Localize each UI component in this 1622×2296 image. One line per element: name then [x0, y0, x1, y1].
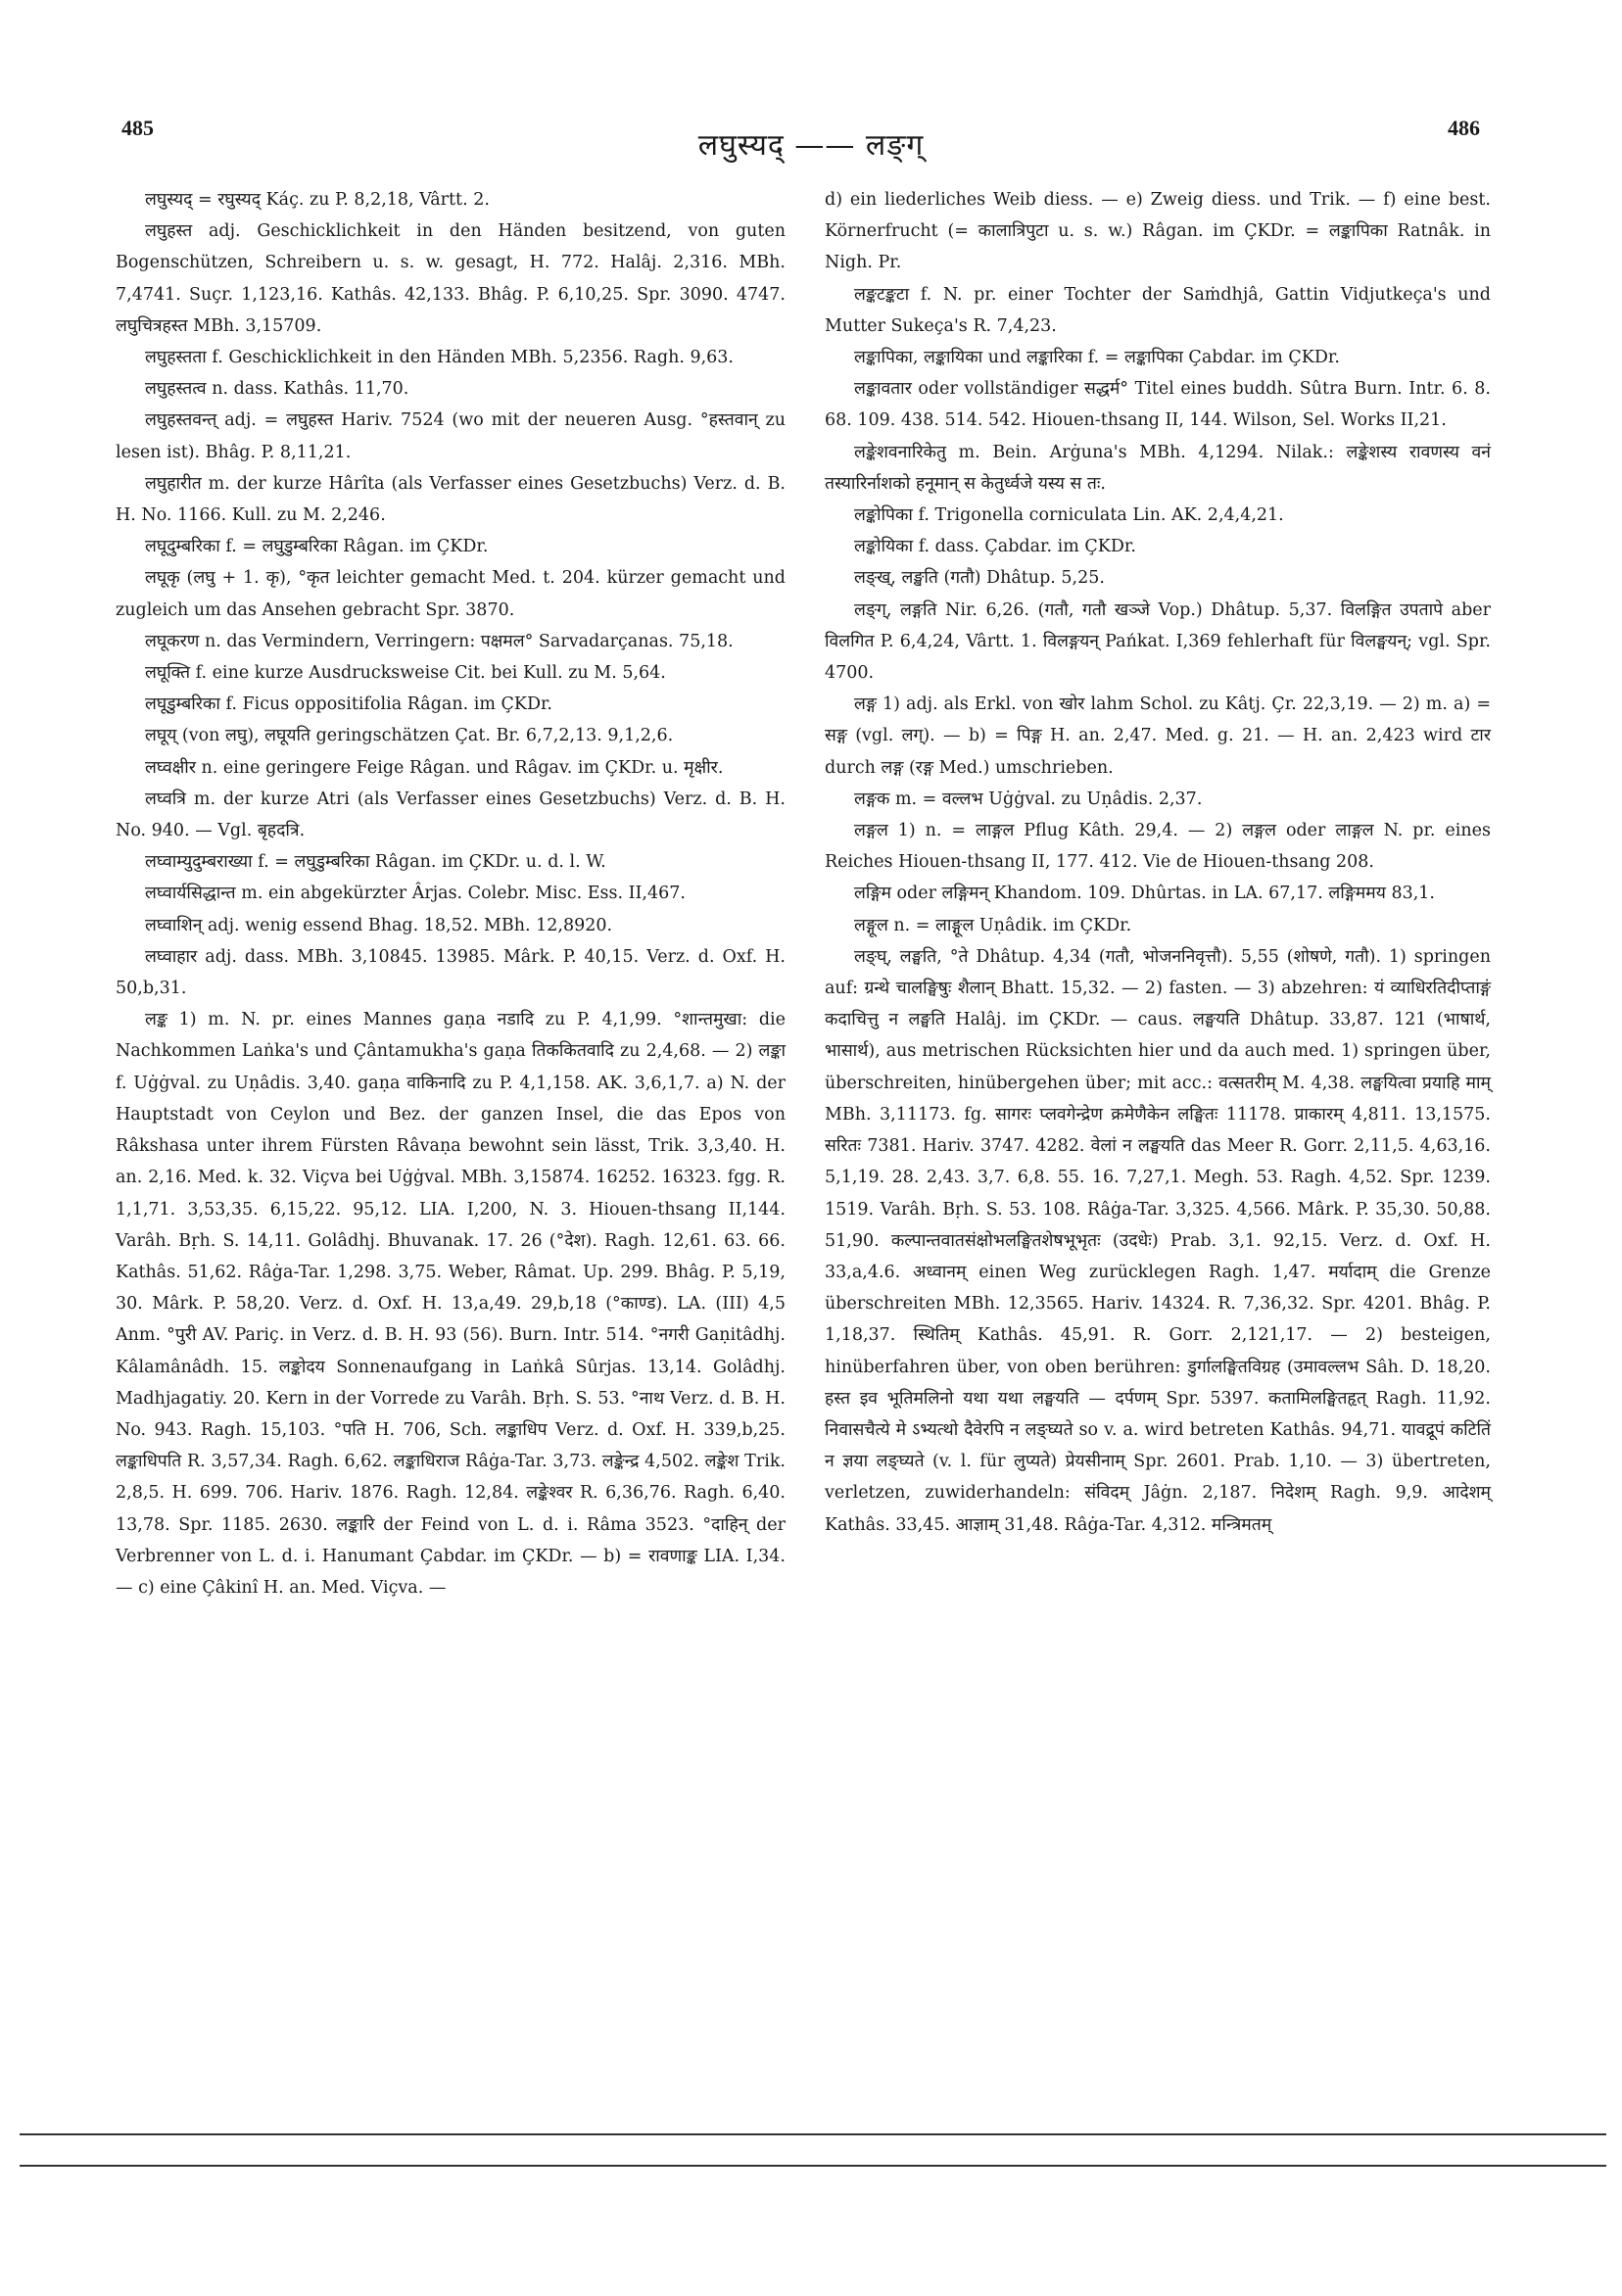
- entry: लघूकरण n. das Vermindern, Verringern: पक्षमल° Sarvadarçanas. 75,18.: [145, 631, 734, 651]
- entry: लघ्वाहार adj. dass. MBh. 3,10845. 13985. Mârk. P. 40,15. Verz. d. Oxf. H. 50,b,31.: [116, 946, 786, 999]
- bottom-rule: [20, 2165, 1606, 2167]
- entry: लघ्वाशिन् adj. wenig essend Bhag. 18,52. MBh. 12,8920.: [145, 915, 613, 935]
- bottom-rule: [20, 2133, 1606, 2135]
- left-column: [116, 184, 786, 1603]
- page-number-right: 486: [1448, 116, 1480, 140]
- entry: लघूय् (von लघु), लघूयति geringschätzen Çat. Br. 6,7,2,13. 9,1,2,6.: [145, 726, 674, 746]
- entry: लघूक्ति f. eine kurze Ausdrucksweise Cit. bei Kull. zu M. 5,64.: [145, 663, 666, 684]
- entry: लघूदुम्बरिका f. = लघुडुम्बरिका Râgan. im ÇKDr.: [145, 537, 489, 557]
- entry: लङ्केशवनारिकेतु m. Bein. Arġuna's MBh. 4,1294. Nilak.: लङ्केशस्य रावणस्य वनं तस्यारिर्नाशको हनूमान् स केतुर्ध्वजे यस्य स तः.: [825, 442, 1491, 494]
- entry: लघ्वत्रि m. der kurze Atri (als Verfasser eines Gesetzbuchs) Verz. d. B. H. No. 940. — Vgl. बृहदत्रि.: [116, 789, 786, 841]
- entry: लघ्वाम्युदुम्बराख्या f. = लघुडुम्बरिका Râgan. im ÇKDr. u. d. l. W.: [145, 852, 606, 873]
- entry: लङ्कोपिका f. Trigonella corniculata Lin. AK. 2,4,4,21.: [854, 505, 1284, 526]
- entry: लङ्घ्, लङ्घति, °ते Dhâtup. 4,34 (गतौ, भोजननिवृत्तौ). 5,55 (शोषणे, गतौ). 1) springen auf: ग्रन्थे चालङ्घिषुः शैलान् Bhatt. 15,32. — 2) fasten. — 3) abzehren: यं व्याधिरतिदीप्ताङ्गं कदाचित्तु न लङ्घति Halâj. im ÇKDr. — caus. लङ्घयति Dhâtup. 33,87. 121 (भाषार्थ, भासार्थ), aus metrischen Rücksichten hier und da auch med. 1) springen über, überschreiten, hinübergehen über; mit acc.: वत्सतरीम् M. 4,38. लङ्घयित्वा प्रयाहि माम् MBh. 3,11173. fg. सागरः प्लवगेन्द्रेण क्रमेणैकेन लङ्घितः 11178. प्राकारम् 4,811. 13,1575. सरितः 7381. Hariv. 3747. 4282. वेलां न लङ्घयति das Meer R. Gorr. 2,11,5. 4,63,16. 5,1,19. 28. 2,43. 3,7. 6,8. 55. 16. 7,27,1. Megh. 53. Ragh. 4,52. Spr. 1239. 1519. Varâh. Bṛh. S. 53. 108. Râġa-Tar. 3,325. 4,566. Mârk. P. 35,30. 50,88. 51,90. कल्पान्तवातसंक्षोभलङ्घितशेषभूभृतः (उदधेः) Prab. 3,1. 92,15. Verz. d. Oxf. H. 33,a,4.6. अध्वानम् einen Weg zurücklegen Ragh. 1,47. मर्यादाम् die Grenze überschreiten MBh. 12,3565. Hariv. 14324. R. 7,36,32. Spr. 4201. Bhâg. P. 1,18,37. स्थितिम् Kathâs. 45,91. R. Gorr. 2,121,17. — 2) besteigen, hinüberfahren über, von oben berühren: डुर्गालङ्घितविग्रह (उमावल्लभ Sâh. D. 18,20. हस्त इव भूतिमलिनो यथा यथा लङ्घयति — दर्पणम् Spr. 5397. कतामिलङ्घितहृत् Ragh. 11,92. निवासचैत्ये मे ऽभ्यत्थो दैवेरपि न लङ्घ्यते so v. a. wird betreten Kathâs. 94,71. यावद्रूपं कटितिं न ज्ञया लङ्घ्यते (v. l. für लुप्यते) प्रेयसीनाम् Spr. 2601. Prab. 1,10. — 3) übertreten, verletzen, zuwiderhandeln: संविदम् Jâġn. 2,187. निदेशम् Ragh. 9,9. आदेशम् Kathâs. 33,45. आज्ञाम् 31,48. Râġa-Tar. 4,312. मन्त्रिमतम्: [825, 946, 1491, 1535]
- entry: लघ्वक्षीर n. eine geringere Feige Râgan. und Râgav. im ÇKDr. u. मृक्षीर.: [145, 757, 724, 778]
- entry: लघुहस्तत्व n. dass. Kathâs. 11,70.: [145, 379, 409, 400]
- page-number-left: 485: [121, 116, 154, 140]
- entry: लघुहस्तता f. Geschicklichkeit in den Händen MBh. 5,2356. Ragh. 9,63.: [145, 348, 734, 368]
- entry: लघूडुम्बरिका f. Ficus oppositifolia Râgan. im ÇKDr.: [145, 694, 552, 715]
- entry: लङ्कापिका, लङ्कायिका und लङ्कारिका f. = लङ्कापिका Çabdar. im ÇKDr.: [854, 348, 1340, 368]
- entry: लघुस्यद् = रघुस्यद् Káç. zu P. 8,2,18, Vârtt. 2.: [145, 190, 490, 210]
- entry: लघ्वार्यसिद्धान्त m. ein abgekürzter Ârjas. Colebr. Misc. Ess. II,467.: [145, 884, 686, 904]
- entry: लघुहस्त adj. Geschicklichkeit in den Händen besitzend, von guten Bogenschützen, Schreibern u. s. w. gesagt, H. 772. Halâj. 2,316. MBh. 7,4741. Suçr. 1,123,16. Kathâs. 42,133. Bhâg. P. 6,10,25. Spr. 3090. 4747. लघुचित्रहस्त MBh. 3,15709.: [116, 221, 786, 336]
- entry: लङ्कावतार oder vollständiger सद्धर्म° Titel eines buddh. Sûtra Burn. Intr. 6. 8. 68. 109. 438. 514. 542. Hiouen-thsang II, 144. Wilson, Sel. Works II,21.: [825, 379, 1491, 431]
- entry: लङ्गिम oder लङ्गिमन् Khandom. 109. Dhûrtas. in LA. 67,17. लङ्गिममय 83,1.: [854, 884, 1435, 904]
- entry: लघूकृ (लघु + 1. कृ), °कृत leichter gemacht Med. t. 204. kürzer gemacht und zugleich um das Ansehen gebracht Spr. 3870.: [116, 568, 786, 620]
- entry: लङ्ख्, लङ्खति (गतौ) Dhâtup. 5,25.: [854, 568, 1105, 589]
- entry: लङ्ग 1) adj. als Erkl. von खोर lahm Schol. zu Kâtj. Çr. 22,3,19. — 2) m. a) = सङ्ग (vgl. लग्). — b) = पिङ्ग H. an. 2,47. Med. g. 21. — H. an. 2,423 wird टार durch लङ्ग (रङ्ग Med.) umschrieben.: [825, 694, 1491, 778]
- entry: लङ्कटङ्कटा f. N. pr. einer Tochter der Saṁdhjâ, Gattin Vidjutkeça's und Mutter Sukeça's R. 7,4,23.: [825, 284, 1491, 336]
- running-head: लघुस्यद् —— लङ्ग्: [697, 128, 925, 163]
- entry: d) ein liederliches Weib diess. — e) Zweig diess. und Trik. — f) eine best. Körnerfrucht (= कालात्रिपुटा u. s. w.) Râgan. im ÇKDr. = लङ्कापिका Ratnâk. in Nigh. Pr.: [825, 190, 1491, 273]
- entry: लङ्कोयिका f. dass. Çabdar. im ÇKDr.: [854, 537, 1136, 557]
- entry: लङ्गल 1) n. = लाङ्गल Pflug Kâth. 29,4. — 2) लङ्गल oder लाङ्गल N. pr. eines Reiches Hiouen-thsang II, 177. 412. Vie de Hiouen-thsang 208.: [825, 821, 1491, 873]
- entry: लघुहस्तवन्त् adj. = लघुहस्त Hariv. 7524 (wo mit der neueren Ausg. °हस्तवान् zu lesen ist). Bhâg. P. 8,11,21.: [116, 410, 786, 462]
- right-column: [825, 184, 1491, 1541]
- entry: लङ्गूल n. = लाङ्गूल Uṇâdik. im ÇKDr.: [854, 915, 1132, 935]
- entry: लङ्ग्, लङ्गति Nir. 6,26. (गतौ, गतौ खञ्जे Vop.) Dhâtup. 5,37. विलङ्गित उपतापे aber विलगित P. 6,4,24, Vârtt. 1. विलङ्गयन् Pańkat. I,369 fehlerhaft für विलङ्घयन्; vgl. Spr. 4700.: [825, 599, 1491, 684]
- entry: लङ्गक m. = वल्लभ Uġġval. zu Uṇâdis. 2,37.: [854, 789, 1203, 809]
- entry: लघुहारीत m. der kurze Hârîta (als Verfasser eines Gesetzbuchs) Verz. d. B. H. No. 1166. Kull. zu M. 2,246.: [116, 473, 786, 526]
- entry: लङ्क 1) m. N. pr. eines Mannes gaṇa नडादि zu P. 4,1,99. °शान्तमुखा: die Nachkommen Laṅka's und Çântamukha's gaṇa तिककितवादि zu 2,4,68. — 2) लङ्का f. Uġġval. zu Uṇâdis. 3,40. gaṇa वाकिनादि zu P. 4,1,158. AK. 3,6,1,7. a) N. der Hauptstadt von Ceylon und Bez. der ganzen Insel, die das Epos von Râkshasa unter ihrem Fürsten Râvaṇa bewohnt sein lässt, Trik. 3,3,40. H. an. 2,16. Med. k. 32. Viçva bei Uġġval. MBh. 3,15874. 16252. 16323. fgg. R. 1,1,71. 3,53,35. 6,15,22. 95,12. LIA. I,200, N. 3. Hiouen-thsang II,144. Varâh. Bṛh. S. 14,11. Golâdhj. Bhuvanak. 17. 26 (°देश). Ragh. 12,61. 63. 66. Kathâs. 51,62. Râġa-Tar. 1,298. 3,75. Weber, Râmat. Up. 299. Bhâg. P. 5,19, 30. Mârk. P. 58,20. Verz. d. Oxf. H. 13,a,49. 29,b,18 (°काण्ड). LA. (III) 4,5 Anm. °पुरी AV. Pariç. in Verz. d. B. H. 93 (56). Burn. Intr. 514. °नगरी Gaṇitâdhj. Kâlamânâdh. 15. लङ्कोदय Sonnenaufgang in Laṅkâ Sûrjas. 13,14. Golâdhj. Madhjagatiy. 20. Kern in der Vorrede zu Varâh. Bṛh. S. 53. °नाथ Verz. d. B. H. No. 943. Ragh. 15,103. °पति H. 706, Sch. लङ्काधिप Verz. d. Oxf. H. 339,b,25. लङ्काधिपति R. 3,57,34. Ragh. 6,62. लङ्काधिराज Râġa-Tar. 3,73. लङ्केन्द्र 4,502. लङ्केश Trik. 2,8,5. H. 699. 706. Hariv. 1876. Ragh. 12,84. लङ्केश्वर R. 6,36,76. Ragh. 6,40. 13,78. Spr. 1185. 2630. लङ्कारि der Feind von L. d. i. Râma 3523. °दाहिन् der Verbrenner von L. d. i. Hanumant Çabdar. im ÇKDr. — b) = रावणाङ्क LIA. I,34. — c) eine Çâkinî H. an. Med. Viçva. —: [116, 1010, 786, 1598]
